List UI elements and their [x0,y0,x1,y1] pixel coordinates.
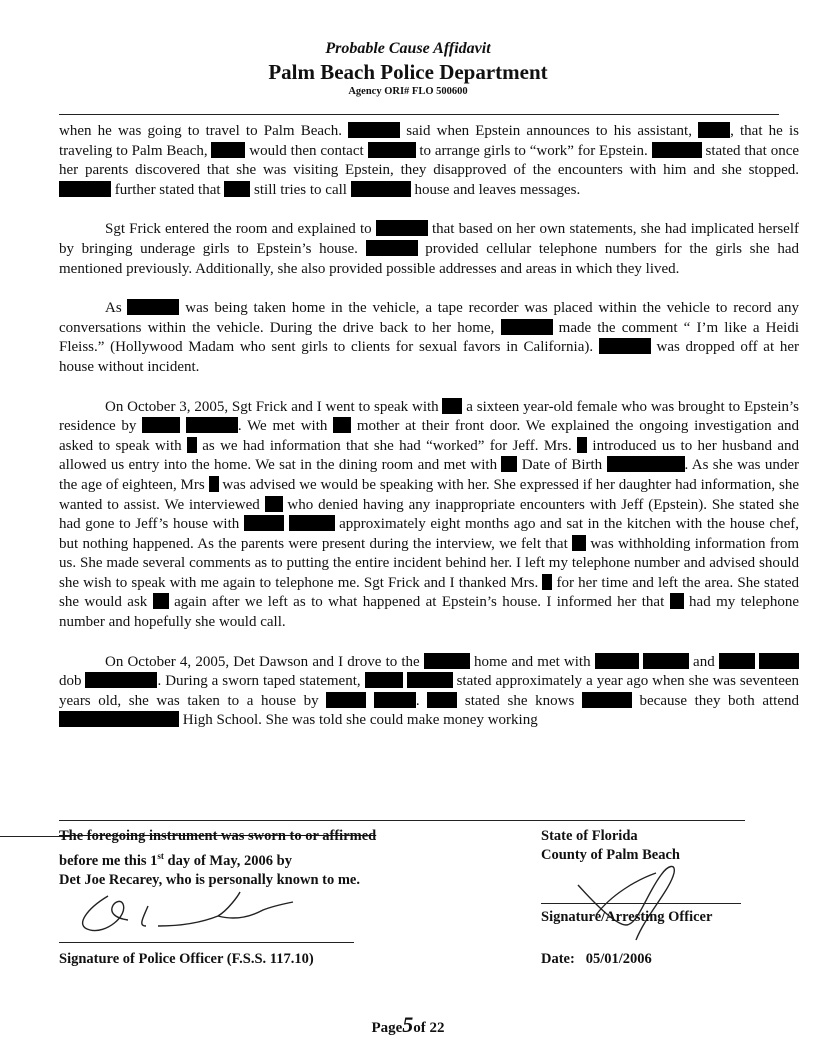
arresting-signature-label: Signature/Arresting Officer [541,909,713,925]
text-segment: Sgt Frick entered the room and explained to [105,221,376,238]
paragraph-4 [59,398,799,633]
redaction-block [368,142,416,158]
sworn-line-2-text: before me this 1 [59,852,158,869]
date-label: Date: [541,951,575,967]
redaction-block [599,338,651,354]
redaction-block [59,711,179,727]
date-row [541,950,652,970]
text-segment: mother at their front door. We explained the ongoing investigation and asked to speak with [59,418,799,454]
page-current: 5 [402,1012,414,1037]
agency-ori: Agency ORI# FLO 500600 [348,86,468,97]
text-segment: made the comment “ I’m like a Heidi Fleiss.” (Hollywood Madam who sent girls to clients for sexual favors in California). [59,319,799,356]
redaction-block [759,653,799,669]
text-segment: a sixteen year-old female who was brought to Epstein’s residence by [59,398,799,435]
redaction-block [542,574,552,590]
redaction-block [670,593,684,609]
redaction-block [427,692,457,708]
redaction-block [85,672,157,688]
redaction-block [211,142,245,158]
text-segment: was being taken home in the vehicle, a tape recorder was placed within the vehicle to record any conversations within the vehicle. During the drive back to her home, [59,300,799,336]
redaction-block [366,240,418,256]
redaction-block [265,496,283,512]
redaction-block [501,319,553,335]
text-segment: . [415,692,428,709]
text-segment: further stated that [111,181,225,198]
redaction-block [351,181,411,197]
text-segment: . As she was under the age of eighteen, Mrs [59,457,799,493]
redaction-block [607,456,685,472]
text-segment: . We met with [237,418,334,435]
text-segment: . During a sworn taped statement, [157,673,365,690]
sworn-line-2 [59,847,376,871]
police-signature-label: Signature of Police Officer (F.S.S. 117.10) [59,951,314,967]
text-segment: dob [59,673,86,690]
page-prefix: Page [371,1020,403,1036]
police-officer-signature [68,886,328,946]
text-segment: to arrange girls to “work” for Epstein. [415,142,652,159]
text-segment: said when Epstein announces to his assistant, [400,123,699,139]
police-signature-line [59,942,354,943]
text-segment: who denied having any inappropriate encounters with Jeff (Epstein). She stated she had gone to Jeff’s house with [59,496,799,533]
date-value: 05/01/2006 [585,951,652,967]
redaction-block [365,672,403,688]
redaction-block [374,692,416,708]
redaction-block [595,653,639,669]
sworn-line-3: Det Joe Recarey, who is personally known to me. [59,871,360,888]
paragraph-2 [59,220,799,279]
redaction-block [652,142,702,158]
text-segment: again after we left as to what happened at Epstein’s house. I informed her that [168,594,670,611]
text-segment: High School. She was told she could make money working [179,712,538,729]
affidavit-body [59,122,799,751]
page-total: of 22 [413,1020,445,1036]
text-segment: house and leaves messages. [410,181,581,198]
text-segment: still tries to call [250,181,351,198]
text-segment: home and met with [469,653,595,670]
redaction-block [407,672,453,688]
text-segment: because they both attend [631,692,799,709]
document-title: Probable Cause Affidavit [325,40,491,57]
text-segment [366,693,374,709]
redaction-block [142,417,180,433]
redaction-block [209,476,219,492]
header-rule [59,114,779,115]
redaction-block [186,417,238,433]
redaction-block [572,535,586,551]
text-segment: was advised we would be speaking with her. She expressed if her daughter had information, she wanted to assist. We interviewed [59,476,799,513]
redaction-block [187,437,197,453]
sworn-line-2-rest: day of May, 2006 by [163,852,292,869]
redaction-block [698,122,730,138]
redaction-block [59,181,111,197]
text-segment: that based on her own statements, she had implicated herself by bringing underage girls to Epstein’s house. [59,221,799,257]
redaction-block [153,593,169,609]
page-number [0,1012,816,1038]
redaction-block [442,398,462,414]
state-label: State of Florida [541,828,638,844]
text-segment: stated approximately a year ago when she was seventeen years old, she was taken to a house by [59,673,800,709]
text-segment: Date of Birth [517,457,607,474]
redaction-block [582,692,632,708]
paragraph-1 [59,122,799,200]
sworn-statement [59,827,376,890]
redaction-block [376,220,428,236]
footer-rule-right [59,820,745,821]
department-name: Palm Beach Police Department [268,60,548,84]
text-segment: approximately eight months ago and sat in the kitchen with the house chef, but nothing happened. As the parents were present during the interview, we felt that [59,516,799,552]
redaction-block [224,181,250,197]
arresting-signature-line [541,903,741,904]
text-segment: when he was going to travel to Palm Beach. [59,123,349,139]
text-segment: for her time and left the area. She stated she would ask [59,574,799,611]
redaction-block [127,299,179,315]
text-segment: as we had information that she had “worked” for Jeff. Mrs. [196,437,578,454]
redaction-block [326,692,366,708]
text-segment: , that he is traveling to Palm Beach, [59,123,799,159]
paragraph-5 [59,653,799,731]
redaction-block [719,653,755,669]
redaction-block [333,417,351,433]
text-segment: stated she knows [457,692,582,709]
redaction-block [244,515,284,531]
sworn-line-1: The foregoing instrument was sworn to or affirmed [59,828,377,844]
redaction-block [577,437,587,453]
text-segment: would then contact [245,142,368,159]
text-segment: provided cellular telephone numbers for the girls she had mentioned previously. Additionally, she also provided possible addresses and areas in which they lived. [59,240,799,277]
county-label: County of Palm Beach [541,847,680,863]
text-segment: stated that once her parents discovered that she was visiting Epstein, they disapproved of the encounters with him and she stopped. [59,142,800,179]
sworn-line-2-sup: st [157,850,164,861]
redaction-block [424,653,470,669]
text-segment: As [105,300,128,317]
redaction-block [643,653,689,669]
text-segment: and [688,653,719,670]
text-segment: was withholding information from us. She made several comments as to putting the entire incident behind her. I left my telephone number and advised should she wish to speak with me again to telephone me. Sgt Frick and I thanked Mrs. [59,535,799,591]
text-segment: On October 3, 2005, Sgt Frick and I went to speak with [105,398,443,415]
text-segment: had my telephone number and hopefully she would call. [59,594,799,631]
redaction-block [501,456,517,472]
text-segment: introduced us to her husband and allowed us entry into the home. We sat in the dining room and met with [59,437,799,474]
redaction-block [289,515,335,531]
paragraph-3 [59,299,799,377]
text-segment: was dropped off at her house without incident. [59,339,799,375]
redaction-block [348,122,400,138]
arresting-officer-signature [566,855,696,945]
text-segment: On October 4, 2005, Det Dawson and I drove to the [105,653,424,670]
